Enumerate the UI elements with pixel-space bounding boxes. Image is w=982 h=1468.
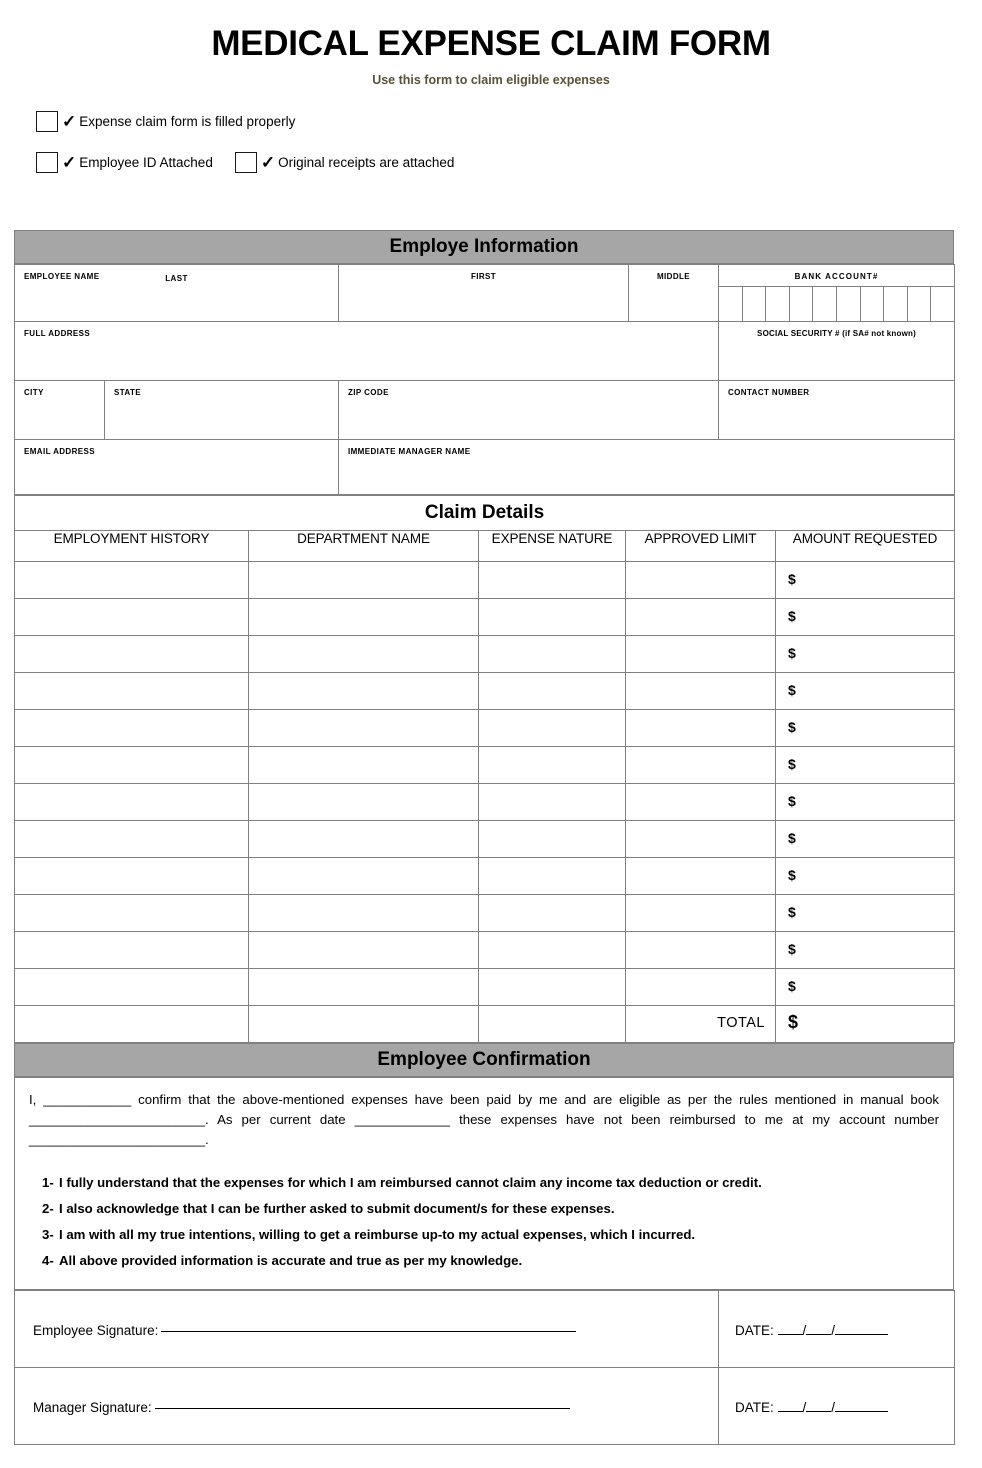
- employee-date-field[interactable]: [735, 1323, 888, 1338]
- total-label: TOTAL: [717, 1015, 765, 1031]
- label-city: CITY: [24, 388, 44, 397]
- cell-claim-field[interactable]: [479, 636, 626, 673]
- cell-first-name[interactable]: [339, 265, 629, 322]
- column-header-amount-requested: AMOUNT REQUESTED: [776, 531, 955, 562]
- currency-symbol: $: [788, 608, 796, 624]
- date-separator: /: [802, 1323, 807, 1339]
- label-date: DATE:: [735, 1323, 774, 1339]
- cell-amount-requested[interactable]: [776, 710, 955, 747]
- date-day-blank[interactable]: [778, 1334, 803, 1335]
- currency-symbol: $: [788, 867, 796, 883]
- cell-claim-field[interactable]: [479, 710, 626, 747]
- currency-symbol: $: [788, 682, 796, 698]
- declaration-number: 3-: [42, 1227, 54, 1243]
- cell-claim-field[interactable]: [15, 599, 249, 636]
- table-row: [15, 710, 955, 747]
- cell-claim-field[interactable]: [479, 895, 626, 932]
- cell-claim-field[interactable]: [15, 858, 249, 895]
- declaration-item: [29, 1227, 939, 1242]
- table-row: [15, 322, 955, 381]
- currency-symbol: $: [788, 793, 796, 809]
- table-row: [15, 784, 955, 821]
- currency-symbol: $: [788, 645, 796, 661]
- cell-claim-field[interactable]: [626, 969, 776, 1006]
- total-amount-cell[interactable]: [776, 1006, 955, 1043]
- table-row: [15, 265, 955, 322]
- check-icon: ✓: [62, 152, 77, 172]
- total-blank-cell-3: [479, 1006, 626, 1043]
- table-row: [15, 440, 955, 495]
- bank-account-digit-boxes[interactable]: [719, 287, 954, 321]
- cell-claim-field[interactable]: [249, 932, 479, 969]
- date-year-blank[interactable]: [835, 1411, 888, 1412]
- declaration-list: [29, 1175, 939, 1268]
- cell-amount-requested[interactable]: [776, 747, 955, 784]
- cell-claim-field[interactable]: [249, 636, 479, 673]
- employee-confirmation-table: [14, 1077, 954, 1290]
- manager-signature-field[interactable]: [33, 1400, 570, 1415]
- cell-middle-name[interactable]: [629, 265, 719, 322]
- cell-claim-field[interactable]: [479, 932, 626, 969]
- currency-symbol: $: [788, 830, 796, 846]
- cell-claim-field[interactable]: [479, 821, 626, 858]
- column-header-approved-limit: APPROVED LIMIT: [626, 531, 776, 562]
- checklist-label-form-filled: Expense claim form is filled properly: [79, 113, 296, 129]
- date-separator: /: [831, 1323, 836, 1339]
- bank-digit-box[interactable]: [790, 287, 814, 321]
- cell-amount-requested[interactable]: [776, 673, 955, 710]
- check-icon: ✓: [260, 152, 276, 172]
- table-row: [15, 969, 955, 1006]
- currency-symbol: $: [788, 756, 796, 772]
- checkbox-receipts[interactable]: [235, 152, 257, 173]
- bank-digit-box[interactable]: [813, 287, 837, 321]
- cell-claim-field[interactable]: [626, 932, 776, 969]
- cell-claim-field[interactable]: [626, 895, 776, 932]
- column-header-department-name: DEPARTMENT NAME: [249, 531, 479, 562]
- checklist-row-2: [36, 152, 982, 173]
- signature-line[interactable]: [155, 1408, 570, 1409]
- checklist-row-1: [36, 111, 982, 132]
- claim-details-table: [14, 495, 955, 1043]
- cell-claim-field[interactable]: [479, 747, 626, 784]
- table-row: [15, 895, 955, 932]
- cell-claim-field[interactable]: [479, 858, 626, 895]
- cell-state[interactable]: [105, 381, 339, 440]
- currency-symbol: $: [788, 719, 796, 735]
- cell-claim-field[interactable]: [479, 784, 626, 821]
- cell-manager-signature[interactable]: [15, 1368, 719, 1445]
- cell-claim-field[interactable]: [15, 784, 249, 821]
- cell-employee-signature[interactable]: [15, 1291, 719, 1368]
- check-icon: ✓: [62, 111, 77, 131]
- label-immediate-manager-name: IMMEDIATE MANAGER NAME: [348, 447, 471, 456]
- cell-claim-field[interactable]: [479, 673, 626, 710]
- cell-claim-field[interactable]: [626, 562, 776, 599]
- table-row: [15, 821, 955, 858]
- cell-claim-field[interactable]: [249, 784, 479, 821]
- declaration-item: [29, 1175, 939, 1190]
- cell-claim-field[interactable]: [249, 562, 479, 599]
- declaration-number: 2-: [42, 1201, 54, 1217]
- cell-claim-field[interactable]: [15, 636, 249, 673]
- employee-signature-field[interactable]: [33, 1323, 576, 1338]
- cell-city[interactable]: [15, 381, 105, 440]
- cell-claim-field[interactable]: [15, 562, 249, 599]
- section-header-claim-details: Claim Details: [15, 496, 955, 531]
- cell-confirmation-body: [15, 1078, 954, 1290]
- cell-employee-name[interactable]: [15, 265, 339, 322]
- currency-symbol: $: [788, 904, 796, 920]
- bank-digit-box[interactable]: [719, 287, 743, 321]
- checkbox-employee-id[interactable]: [36, 152, 58, 173]
- cell-social-security[interactable]: [719, 322, 955, 381]
- declaration-text: I also acknowledge that I can be further asked to submit document/s for these expenses.: [59, 1201, 615, 1217]
- declaration-number: 4-: [42, 1253, 54, 1269]
- form-header: [0, 0, 982, 87]
- declaration-text: I fully understand that the expenses for which I am reimbursed cannot claim any income tax deduction or credit.: [59, 1175, 762, 1191]
- cell-claim-field[interactable]: [626, 636, 776, 673]
- label-contact-number: CONTACT NUMBER: [728, 388, 810, 397]
- cell-claim-field[interactable]: [249, 895, 479, 932]
- table-row: [15, 381, 955, 440]
- table-row: [15, 747, 955, 784]
- checklist-label-receipts: Original receipts are attached: [278, 154, 455, 170]
- cell-email-address[interactable]: [15, 440, 339, 495]
- cell-claim-field[interactable]: [15, 895, 249, 932]
- cell-claim-field[interactable]: [626, 858, 776, 895]
- cell-claim-field[interactable]: [249, 599, 479, 636]
- bank-digit-box[interactable]: [743, 287, 767, 321]
- section-header-employee-confirmation: Employee Confirmation: [14, 1043, 954, 1077]
- cell-amount-requested[interactable]: [776, 932, 955, 969]
- form-sheet: [14, 230, 954, 1445]
- checklist-item-employee-id[interactable]: [36, 152, 213, 173]
- bank-digit-box[interactable]: [861, 287, 885, 321]
- table-row: [15, 858, 955, 895]
- table-row: [15, 1078, 954, 1290]
- checklist-item-receipts[interactable]: [235, 152, 455, 173]
- label-employee-name: EMPLOYEE NAME: [24, 272, 100, 281]
- label-last: LAST: [165, 274, 188, 283]
- declaration-number: 1-: [42, 1175, 54, 1191]
- table-row: [15, 932, 955, 969]
- cell-claim-field[interactable]: [626, 821, 776, 858]
- cell-claim-field[interactable]: [479, 969, 626, 1006]
- label-bank-account: BANK ACCOUNT#: [719, 265, 954, 287]
- signature-line[interactable]: [161, 1331, 576, 1332]
- label-email-address: EMAIL ADDRESS: [24, 447, 95, 456]
- cell-employee-date[interactable]: [719, 1291, 955, 1368]
- column-header-expense-nature: EXPENSE NATURE: [479, 531, 626, 562]
- total-label-cell: [626, 1006, 776, 1043]
- table-row: [15, 673, 955, 710]
- cell-contact-number[interactable]: [719, 381, 955, 440]
- date-year-blank[interactable]: [835, 1334, 888, 1335]
- checklist-label-employee-id: Employee ID Attached: [79, 154, 213, 170]
- cell-claim-field[interactable]: [626, 710, 776, 747]
- cell-claim-field[interactable]: [479, 562, 626, 599]
- cell-claim-field[interactable]: [249, 858, 479, 895]
- bank-digit-box[interactable]: [931, 287, 954, 321]
- label-first: FIRST: [470, 272, 497, 281]
- confirmation-paragraph: I, ____________ confirm that the above-mentioned expenses have been paid by me and are eligible as per the rules mentioned in manual book ________________________. As per current date _____________ these expenses have not been reimbursed to me at my account number ________________________.: [29, 1092, 939, 1147]
- label-zip-code: ZIP CODE: [348, 388, 389, 397]
- total-currency-symbol: $: [788, 1012, 799, 1032]
- cell-claim-field[interactable]: [249, 821, 479, 858]
- cell-amount-requested[interactable]: [776, 895, 955, 932]
- cell-claim-field[interactable]: [249, 710, 479, 747]
- total-blank-cell-1: [15, 1006, 249, 1043]
- cell-bank-account[interactable]: [719, 265, 955, 322]
- declaration-item: [29, 1201, 939, 1216]
- checklist-item-form-filled[interactable]: [36, 111, 295, 132]
- cell-manager-date[interactable]: [719, 1368, 955, 1445]
- employee-information-table: [14, 264, 955, 495]
- cell-amount-requested[interactable]: [776, 599, 955, 636]
- cell-claim-field[interactable]: [15, 821, 249, 858]
- label-full-address: FULL ADDRESS: [24, 329, 91, 338]
- table-row: [15, 562, 955, 599]
- cell-claim-field[interactable]: [15, 747, 249, 784]
- date-month-blank[interactable]: [806, 1334, 831, 1335]
- attachment-checklist: [36, 111, 982, 173]
- cell-amount-requested[interactable]: [776, 858, 955, 895]
- total-blank-cell-2: [249, 1006, 479, 1043]
- cell-amount-requested[interactable]: [776, 821, 955, 858]
- cell-amount-requested[interactable]: [776, 784, 955, 821]
- declaration-item: [29, 1253, 939, 1268]
- label-state: STATE: [114, 388, 142, 397]
- table-row: [15, 1368, 955, 1445]
- claim-details-title-row: [15, 496, 955, 531]
- page-subtitle: Use this form to claim eligible expenses: [372, 72, 610, 87]
- cell-claim-field[interactable]: [479, 599, 626, 636]
- cell-claim-field[interactable]: [249, 673, 479, 710]
- currency-symbol: $: [788, 941, 796, 957]
- date-day-blank[interactable]: [778, 1411, 803, 1412]
- bank-digit-box[interactable]: [766, 287, 790, 321]
- page-title: MEDICAL EXPENSE CLAIM FORM: [211, 24, 771, 63]
- table-row: [15, 599, 955, 636]
- manager-date-field[interactable]: [735, 1400, 888, 1415]
- bank-digit-box[interactable]: [884, 287, 908, 321]
- cell-claim-field[interactable]: [249, 969, 479, 1006]
- cell-claim-field[interactable]: [15, 673, 249, 710]
- bank-digit-box[interactable]: [837, 287, 861, 321]
- label-manager-signature: Manager Signature:: [33, 1400, 152, 1416]
- column-header-employment-history: EMPLOYMENT HISTORY: [15, 531, 249, 562]
- cell-claim-field[interactable]: [626, 747, 776, 784]
- cell-zip-code[interactable]: [339, 381, 719, 440]
- bank-digit-box[interactable]: [908, 287, 932, 321]
- cell-claim-field[interactable]: [626, 599, 776, 636]
- claim-rows-container: [15, 562, 955, 1006]
- cell-claim-field[interactable]: [249, 747, 479, 784]
- label-date: DATE:: [735, 1400, 774, 1416]
- cell-immediate-manager[interactable]: [339, 440, 955, 495]
- cell-full-address[interactable]: [15, 322, 719, 381]
- date-month-blank[interactable]: [806, 1411, 831, 1412]
- table-row: [15, 1291, 955, 1368]
- checkbox-form-filled[interactable]: [36, 111, 58, 132]
- cell-amount-requested[interactable]: [776, 636, 955, 673]
- currency-symbol: $: [788, 978, 796, 994]
- declaration-text: I am with all my true intentions, willing to get a reimburse up-to my actual expenses, which I incurred.: [59, 1227, 696, 1243]
- section-header-employee-information: Employe Information: [14, 230, 954, 264]
- cell-claim-field[interactable]: [626, 784, 776, 821]
- label-employee-signature: Employee Signature:: [33, 1323, 159, 1339]
- currency-symbol: $: [788, 571, 796, 587]
- claim-total-row: [15, 1006, 955, 1043]
- cell-amount-requested[interactable]: [776, 969, 955, 1006]
- label-middle: MIDDLE: [656, 272, 691, 281]
- date-separator: /: [802, 1400, 807, 1416]
- label-social-security: SOCIAL SECURITY # (if SA# not known): [757, 329, 916, 338]
- declaration-text: All above provided information is accurate and true as per my knowledge.: [59, 1253, 523, 1269]
- confirmation-body: [15, 1078, 953, 1289]
- cell-claim-field[interactable]: [15, 932, 249, 969]
- signature-table: [14, 1290, 955, 1445]
- table-row: [15, 636, 955, 673]
- cell-amount-requested[interactable]: [776, 562, 955, 599]
- cell-claim-field[interactable]: [626, 673, 776, 710]
- cell-claim-field[interactable]: [15, 710, 249, 747]
- cell-claim-field[interactable]: [15, 969, 249, 1006]
- date-separator: /: [831, 1400, 836, 1416]
- claim-details-header-row: [15, 531, 955, 562]
